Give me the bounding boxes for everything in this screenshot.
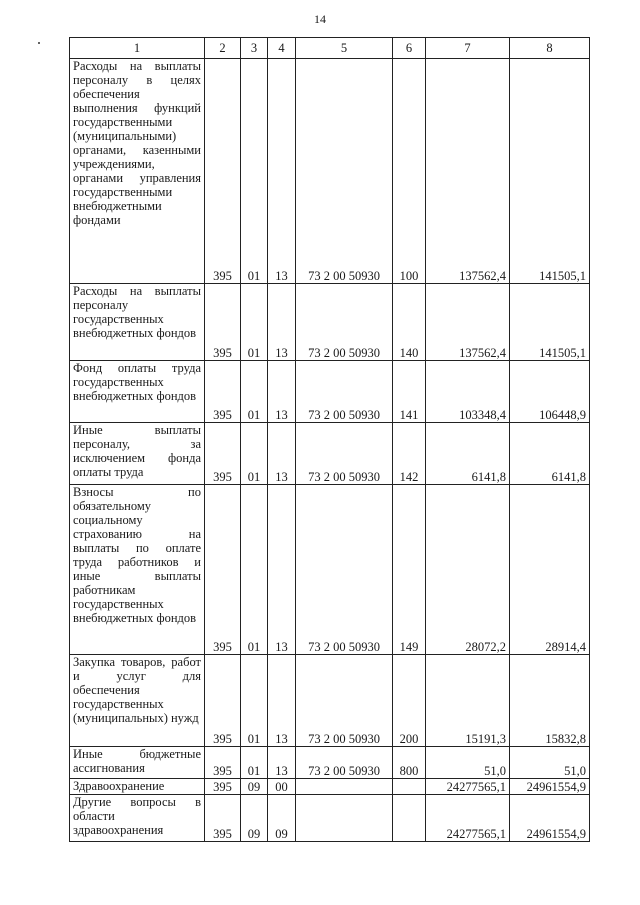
column-header: 1 bbox=[70, 38, 205, 59]
cell-expense-type: 141 bbox=[393, 361, 426, 423]
cell-amount-year-1: 6141,8 bbox=[426, 423, 510, 485]
cell-subsection: 13 bbox=[268, 747, 296, 779]
cell-amount-year-1: 137562,4 bbox=[426, 284, 510, 361]
cell-subsection: 13 bbox=[268, 423, 296, 485]
column-header: 4 bbox=[268, 38, 296, 59]
cell-amount-year-2: 15832,8 bbox=[510, 655, 590, 747]
row-name: Взносы по обязательному социальному страхованию на выплаты по оплате труда работников и иные выплаты работникам государственных внебюджетных фондов bbox=[70, 485, 205, 655]
cell-amount-year-2: 106448,9 bbox=[510, 361, 590, 423]
cell-subsection: 13 bbox=[268, 485, 296, 655]
table-row bbox=[70, 779, 590, 795]
cell-target-item: 73 2 00 50930 bbox=[296, 747, 393, 779]
cell-subsection: 13 bbox=[268, 655, 296, 747]
cell-target-item bbox=[296, 795, 393, 842]
cell-subsection: 13 bbox=[268, 361, 296, 423]
cell-ministry-code: 395 bbox=[205, 59, 241, 284]
cell-expense-type: 140 bbox=[393, 284, 426, 361]
cell-target-item: 73 2 00 50930 bbox=[296, 655, 393, 747]
cell-ministry-code: 395 bbox=[205, 485, 241, 655]
cell-subsection: 09 bbox=[268, 795, 296, 842]
cell-target-item: 73 2 00 50930 bbox=[296, 59, 393, 284]
cell-ministry-code: 395 bbox=[205, 747, 241, 779]
cell-section: 09 bbox=[241, 795, 268, 842]
row-name: Здравоохранение bbox=[70, 779, 205, 795]
cell-section: 01 bbox=[241, 59, 268, 284]
table-row bbox=[70, 655, 590, 747]
table-row bbox=[70, 747, 590, 779]
cell-expense-type bbox=[393, 795, 426, 842]
row-name: Другие вопросы в области здравоохранения bbox=[70, 795, 205, 842]
page-number: 14 bbox=[314, 12, 326, 26]
row-name: Расходы на выплаты персоналу в целях обеспечения выполнения функций государственными (муниципальными) органами, казенными учреждениями, органами управления государственными внебюджетными фондами bbox=[70, 59, 205, 284]
cell-section: 01 bbox=[241, 655, 268, 747]
cell-ministry-code: 395 bbox=[205, 361, 241, 423]
column-header: 2 bbox=[205, 38, 241, 59]
table-row bbox=[70, 485, 590, 655]
cell-amount-year-1: 51,0 bbox=[426, 747, 510, 779]
column-header: 3 bbox=[241, 38, 268, 59]
cell-amount-year-1: 15191,3 bbox=[426, 655, 510, 747]
cell-amount-year-2: 6141,8 bbox=[510, 423, 590, 485]
cell-target-item bbox=[296, 779, 393, 795]
cell-target-item: 73 2 00 50930 bbox=[296, 361, 393, 423]
cell-amount-year-1: 137562,4 bbox=[426, 59, 510, 284]
cell-amount-year-1: 103348,4 bbox=[426, 361, 510, 423]
table-row bbox=[70, 59, 590, 284]
row-name: Закупка товаров, работ и услуг для обеспечения государственных (муниципальных) нужд bbox=[70, 655, 205, 747]
table-row bbox=[70, 423, 590, 485]
cell-ministry-code: 395 bbox=[205, 779, 241, 795]
column-header: 6 bbox=[393, 38, 426, 59]
cell-expense-type bbox=[393, 779, 426, 795]
column-header: 7 bbox=[426, 38, 510, 59]
cell-amount-year-2: 28914,4 bbox=[510, 485, 590, 655]
table-row bbox=[70, 361, 590, 423]
row-name: Иные бюджетные ассигнования bbox=[70, 747, 205, 779]
cell-target-item: 73 2 00 50930 bbox=[296, 423, 393, 485]
cell-expense-type: 142 bbox=[393, 423, 426, 485]
cell-amount-year-1: 28072,2 bbox=[426, 485, 510, 655]
cell-section: 01 bbox=[241, 747, 268, 779]
cell-section: 01 bbox=[241, 284, 268, 361]
cell-expense-type: 200 bbox=[393, 655, 426, 747]
cell-subsection: 13 bbox=[268, 59, 296, 284]
cell-subsection: 00 bbox=[268, 779, 296, 795]
scan-speck bbox=[38, 42, 40, 44]
cell-target-item: 73 2 00 50930 bbox=[296, 485, 393, 655]
cell-ministry-code: 395 bbox=[205, 655, 241, 747]
row-name: Иные выплаты персоналу, за исключением фонда оплаты труда bbox=[70, 423, 205, 485]
cell-section: 01 bbox=[241, 361, 268, 423]
row-name: Расходы на выплаты персоналу государственных внебюджетных фондов bbox=[70, 284, 205, 361]
cell-amount-year-2: 24961554,9 bbox=[510, 795, 590, 842]
cell-amount-year-1: 24277565,1 bbox=[426, 795, 510, 842]
cell-section: 09 bbox=[241, 779, 268, 795]
cell-target-item: 73 2 00 50930 bbox=[296, 284, 393, 361]
row-name: Фонд оплаты труда государственных внебюджетных фондов bbox=[70, 361, 205, 423]
budget-table bbox=[69, 37, 590, 842]
cell-section: 01 bbox=[241, 423, 268, 485]
table-row bbox=[70, 284, 590, 361]
table-header-row bbox=[70, 38, 590, 59]
cell-amount-year-2: 24961554,9 bbox=[510, 779, 590, 795]
cell-expense-type: 149 bbox=[393, 485, 426, 655]
cell-subsection: 13 bbox=[268, 284, 296, 361]
cell-expense-type: 100 bbox=[393, 59, 426, 284]
cell-amount-year-2: 141505,1 bbox=[510, 59, 590, 284]
cell-ministry-code: 395 bbox=[205, 423, 241, 485]
cell-ministry-code: 395 bbox=[205, 284, 241, 361]
cell-amount-year-2: 51,0 bbox=[510, 747, 590, 779]
cell-expense-type: 800 bbox=[393, 747, 426, 779]
cell-amount-year-1: 24277565,1 bbox=[426, 779, 510, 795]
cell-section: 01 bbox=[241, 485, 268, 655]
column-header: 8 bbox=[510, 38, 590, 59]
cell-amount-year-2: 141505,1 bbox=[510, 284, 590, 361]
cell-ministry-code: 395 bbox=[205, 795, 241, 842]
column-header: 5 bbox=[296, 38, 393, 59]
table-row bbox=[70, 795, 590, 842]
